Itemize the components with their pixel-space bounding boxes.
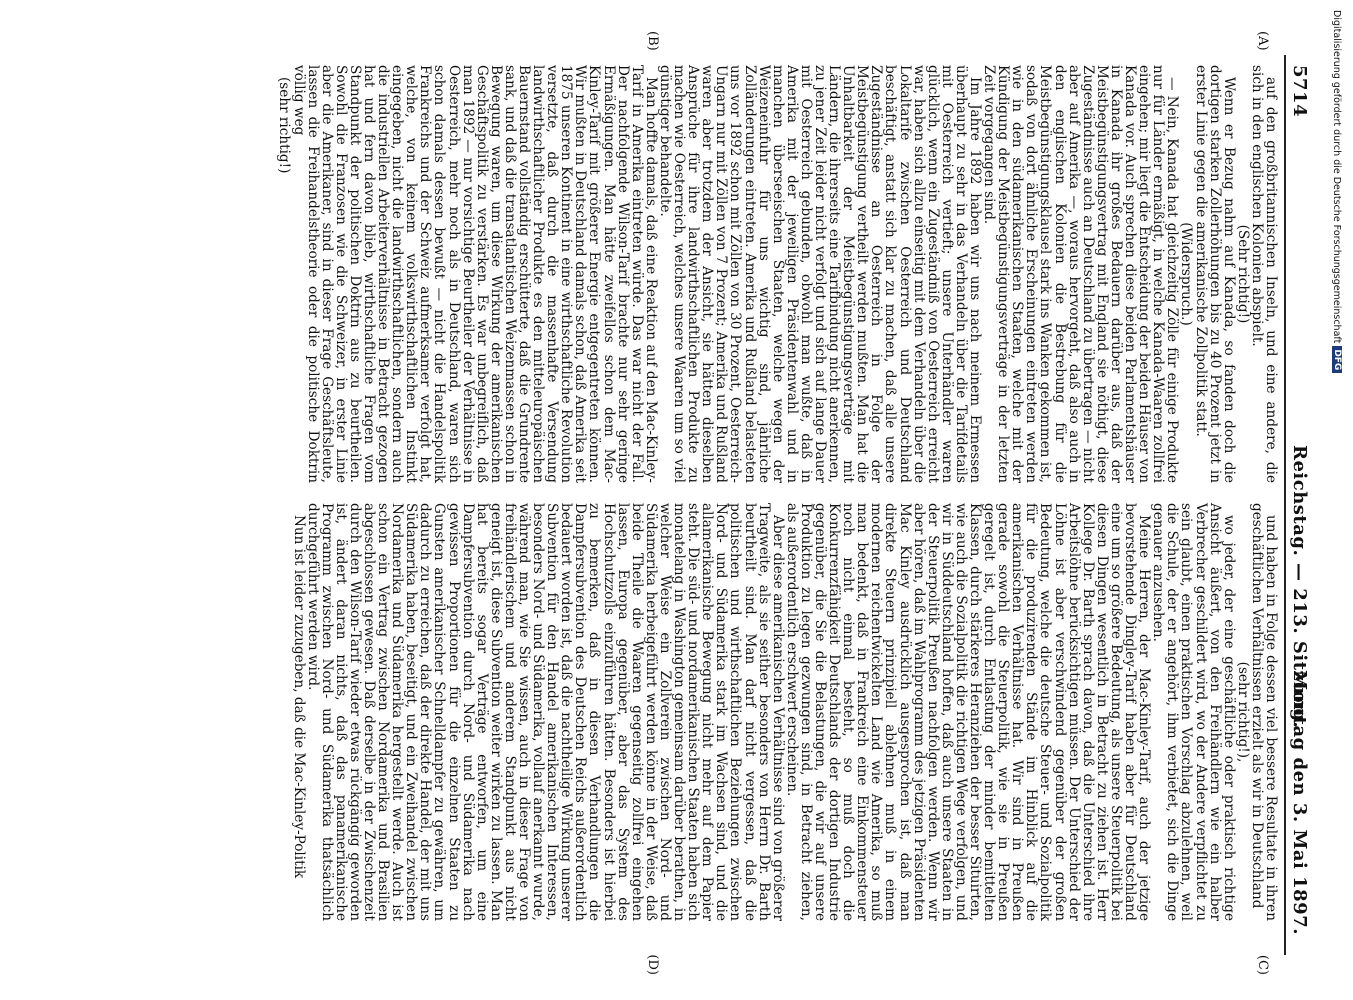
- paragraph: (Sehr richtig!): [1234, 224, 1251, 324]
- paragraph: und haben in Folge dessen viel bessere Resultate in ihren geschäftlichen Verhältnissen erzielt als wir in Deutschland: [1248, 503, 1279, 921]
- paragraph: (sehr richtig!),: [1234, 661, 1251, 763]
- digitization-credit: [1322, 10, 1352, 990]
- margin-marker-b: (B): [645, 31, 660, 51]
- margin-marker-a: (A): [1255, 31, 1270, 51]
- left-text-column: [277, 65, 1278, 483]
- paragraph: (sehr richtig!): [276, 77, 293, 174]
- dfg-logo: DFG: [1332, 346, 1342, 373]
- right-text-column: [291, 503, 1278, 921]
- margin-marker-d: (D): [645, 954, 660, 975]
- session-date: Montag den 3. Mai 1897.: [1289, 670, 1310, 935]
- paragraph: Meine Herren, der Mac-Kinley-Tarif, auch der jetzige bevorstehende Dingley-Tarif haben aber für Deutschland eine um so größere Bedeutung, als unsere Steuerpolitik bei diesen Dingen wesentlich in Betracht zu ziehen ist. Herr Kollege Dr. Barth sprach davon, daß die Unterschied ihre Arbeitslöhne berücksichtigen müssen. Der Unterschied der Löhne ist aber verschwindend gegenüber der großen Bedeutung, welche die deutsche Steuer- und Sozialpolitik für die produzirenden Stände im Hinblick auf die amerikanischen Verhältnisse hat. Wir sind in Preußen gerade sowohl die Steuerpolitik, wie sie in Preußen geregelt ist, durch Entlastung der minder bemittelten Klassen, durch stärkeres Heranziehen der besser Situirten, wie auch die Sozialpolitik die richtigen Wege verfolgen, und wir in Süddeutschland hoffen, daß auch unsere Staaten in der Steuerpolitik Preußen nachfolgen werden. Wenn wir aber hören, daß im Wahlprogramm des jetzigen Präsidenten Mac Kinley ausdrücklich ausgesprochen ist, daß man direkte Steuern prinzipiell ablehnen muß in einem modernen reichentwickelten Land wie Amerika, so muß man bedenkt, daß in Frankreich eine Einkommensteuer noch nicht einmal besteht, so muß doch die Konkurrenzfähigkeit Deutschlands der dortigen Industrie gegenüber, die Sie die Belastungen, die wir auf unsere Produktion zu legen gezwungen sind, in Betracht ziehen, als außerordentlich erschwert erscheinen.: [783, 503, 1153, 921]
- digitization-credit-text: Digitalisierung gefördert durch die Deutsche Forschungsgemeinschaft: [1331, 10, 1343, 344]
- rotated-page: [10, 25, 1310, 975]
- paragraph: Aber diese amerikanischen Verhältnisse sind von größerer Tragweite, als sie seither besonders von Herrn Dr. Barth beurtheilt sind. Man darf nicht vergessen, daß die politischen und wirthschaftlichen Beziehungen zwischen Nord- und Südamerika stark im Wachsen sind, und die allamerikanische Bewegung nicht mehr auf dem Papier steht. Die süd- und nordamerikanischen Staaten haben sich monatelang in Washington gemeinsam darüber berathen, in welcher Weise ein Zollverein zwischen Nord- und Südamerika herbeigeführt werden könne in der Weise, daß beide Theile die Waaren gegenseitig zollfrei eingehen lassen, Europa gegenüber, aber das System des Hochschutzzolls einzuführen hätten. Besonders ist hierbei zu bemerken, daß in diesen Verhandlungen die Dampfersubvention des Deutschen Reichs außerordentlich bedauert worden ist, daß die nachtheilige Wirkung unserer Subvention für den Handel amerikanischen Interessen, besonders Nord- und Südamerika, vollauf anerkannt wurde, während man, wie Sie wissen, auch in dieser Frage von freihändlerischem und anderem Standpunkt aus nicht geneigt ist, diese Subvention weiter wirken zu lassen. Man hat bereits sogar Verträge entworfen, um eine Dampfersubvention durch Nord- und Südamerika nach gewissen Proportionen für die einzelnen Staaten zu Gunsten amerikanischer Schnelldampfer zu gewähren, um dadurch zu erreichen, daß der direkte Handel, der mit uns Südamerika haben, beseitigt, und ein Zweihandel zwischen Nordamerika und Südamerika hergestellt werde. Auch ist schon ein Vertrag zwischen Nordamerika und Brasilien abgeschlossen gewesen. Daß derselbe in der Zwischenzeit durch den Wilson-Tarif wieder etwas rückgängig geworden ist, ändert daran nichts, daß das panamerikanische Programm zwischen Nord- und Südamerika thatsächlich durchgeführt werden wird.: [304, 503, 786, 921]
- header-rule: [1284, 55, 1286, 955]
- paragraph: Nun ist leider zuzugeben, daß die Mac-Kinley-Politik: [290, 515, 307, 879]
- session-title: Reichstag. — 213. Sitzung.: [1289, 445, 1310, 729]
- paragraph: wo jeder, der eine geschäftliche oder praktisch richtige Ansicht äußert, von den Freihändlern wie ein halber Verbrecher geschildert wird, wo der Andere verpflichtet zu sein glaubt, einen praktischen Vorschlag abzulehnen, weil die Schule, der er angehört, ihm verbietet, sich die Dinge genauer anzusehen.: [1150, 503, 1237, 921]
- paragraph: Wenn er Bezug nahm auf Kanada, so fanden doch die dortigen starken Zollerhöhungen bis zu 40 Prozent jetzt in erster Linie gegen die amerikanische Zollpolitik statt.: [1192, 65, 1237, 483]
- paragraph: (Widerspruch.): [1178, 222, 1195, 326]
- paragraph: Man hoffte damals, daß eine Reaktion auf den Mac-Kinley-Tarif in Amerika eintreten würde. Das war nicht der Fall. Der nachfolgende Wilson-Tarif brachte nur sehr geringe Ermäßigungen. Man hätte zweifellos schon dem Mac-Kinley-Tarif mit größerer Energie entgegentreten können. Wir mußten in Deutschland damals schon, daß Amerika seit 1875 unseren Kontinent in eine wirthschaftliche Revolution versetzte, daß durch die massenhafte Versendung landwirthschaftlicher Produkte es den mitteleuropäischen Bauernstand vollständig erschütterte, daß die Grundrente sank, und daß die transatlantischen Weizenmassen schon in Bewegung waren, um diese Wirkung der amerikanischen Geschäftspolitik zu verstärken. Es war unbegreiflich, daß man 1892 — nur vorsichtige Beurtheiler der Verhältnisse in Oesterreich, mehr noch als in Deutschland, waren sich schon damals dessen bewußt — nicht die Handelspolitik Frankreichs und der Schweiz aufmerksamer verfolgt hat, welche, von keinem volkswirthschaftlichen Instinkt eingegeben, nicht die landwirthschaftlichen, sondern auch die industriellen Arbeiterverhältnisse in Betracht gezogen hat und fern davon blieb, wirthschaftliche Fragen vom Standpunkt der politischen Doktrin aus zu beurtheilen. Sowohl die Franzosen wie die Schweizer, in erster Linie aber die Amerikaner, sind in dieser Frage Geschäftsleute, lassen die Freihandelstheorie oder die politische Doktrin völlig weg: [290, 65, 659, 483]
- paragraph: Im Jahre 1892 haben wir uns nach meinem Ermessen überhaupt zu sehr in das Verhandeln über die Tarifdetails mit Oesterreich vertieft; unsere Unterhändler waren glücklich, wenn ein Zugeständniß von Oesterreich erreicht war, haben sich allzu einseitig mit dem Verhandeln über die Lokaltarife zwischen Oesterreich und Deutschland beschäftigt, anstatt sich klar zu machen, daß alle unsere Zugeständnisse an Oesterreich in Folge der Meistbegünstigung vertheilt werden mußten. Man hat die Unhaltbarkeit der Meistbegünstigungsverträge mit Ländern, die ihrerseits eine Tarifbindung nicht anerkennen, zu jener Zeit leider nicht verfolgt und sich auf lange Dauer mit Oesterreich gebunden, obwohl man wußte, daß in Amerika mit der jeweiligen Präsidentenwahl und in manchen überseeischen Staaten, welche wegen der Weizeneinfuhr für uns wichtig sind, jährliche Zolländerungen eintreten. Amerika und Rußland belasteten uns vor 1892 schon mit Zöllen von 30 Prozent, Oesterreich-Ungarn nur mit Zöllen von 7 Prozent; Amerika und Rußland waren aber trotzdem der Ansicht, sie hätten dieselben Ansprüche für ihre landwirthschaftlichen Produkte zu machen wie Oesterreich, welches unsere Waaren um so viel günstiger behandelte.: [656, 65, 984, 483]
- page-number: 5714: [1289, 65, 1310, 118]
- paragraph: auf den großbritannischen Inseln, und eine andere, die sich in den englischen Kolonien abspielt.: [1248, 65, 1279, 483]
- paragraph: — Nein, Kanada hat gleichzeitig Zölle für einige Produkte nur für Länder ermäßigt, in welche Kanada-Waaren zollfrei eingehen; mir liegt die Entscheidung der beiden Häuser von Kanada vor. Auch sprechen diese beiden Parlamentshäuser in Kanada ihr großes Bedauern darüber aus, daß der Meistbegünstigungsvertrag mit England sie nöthigt, diese Zugeständnisse auch an Deutschland zu übertragen — nicht aber auf Amerika —, woraus hervorgeht, daß also auch in den englischen Kolonien die Bestrebung für die Meistbegünstigungsklausel stark ins Wanken gekommen ist, sodaß von dort ähnliche Erscheinungen eintreten werden wie in den südamerikanischen Staaten, welche mit der Kündigung der Meistbegünstigungsverträge in der letzten Zeit vorgegangen sind.: [981, 65, 1181, 483]
- margin-marker-c: (C): [1255, 954, 1270, 975]
